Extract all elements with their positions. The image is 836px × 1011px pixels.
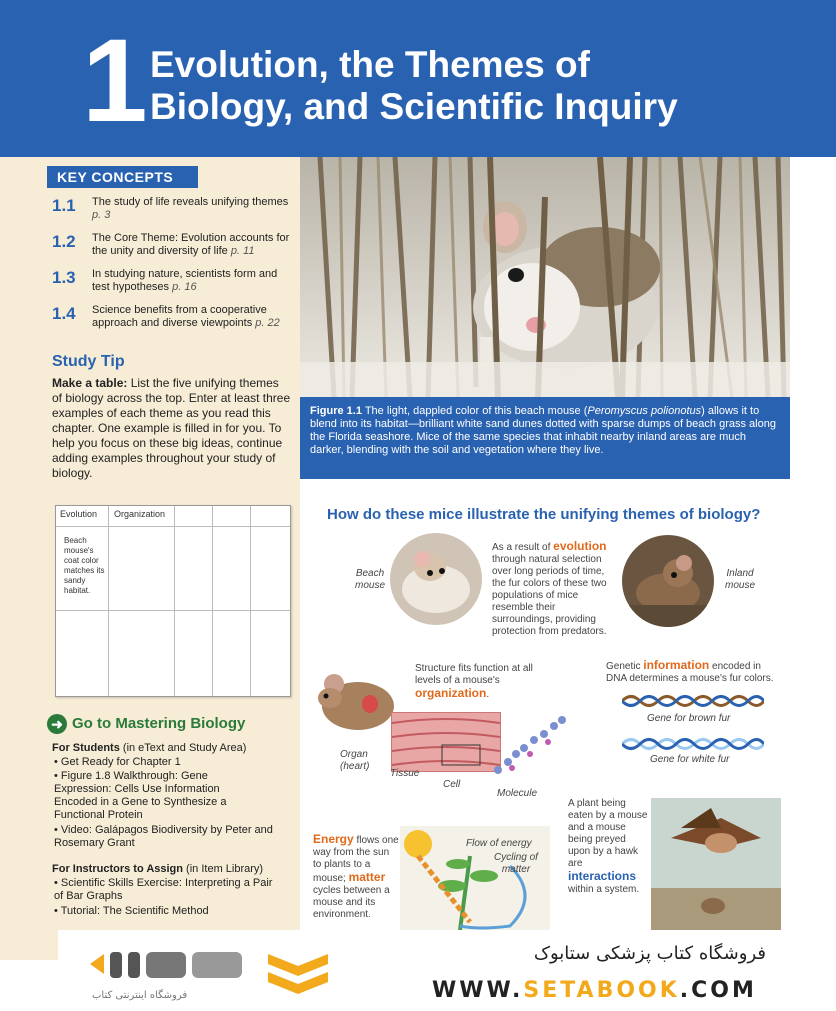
study-tip-text: Make a table: List the five unifying themes of biology across the top. Enter at least three examples of each theme as you read this chapter. One example is filled in for you. To help you focus on these big ideas, continue adding examples throughout your study of biology. (52, 376, 291, 480)
concept-number: 1.2 (52, 232, 76, 251)
organ-label: Organ (heart) (340, 749, 370, 772)
figure-caption: Figure 1.1 The light, dappled color of this beach mouse (Peromyscus polionotus) allows it to blend into its habitat—brilliant white sand dunes dotted with sparse dumps of beach grass along the Florida seashore. Mice of the same species that inhabit nearby inland areas are much darker, blending with the soil and vegetation where they live. (310, 405, 776, 456)
mastering-heading[interactable]: Go to Mastering Biology (72, 715, 246, 732)
setabook-chevron-icon (262, 950, 334, 1006)
inland-mouse-image (622, 535, 714, 627)
tissue-illustration (391, 712, 501, 772)
cell-label: Cell (443, 779, 461, 790)
inland-mouse-label: Inland mouse (724, 568, 755, 591)
tissue-label: Tissue (390, 768, 420, 779)
list-item: • Get Ready for Chapter 1 (54, 756, 181, 768)
table-header-evolution: Evolution (60, 509, 98, 519)
concept-text: The study of life reveals unifying themes p. 3 (92, 196, 289, 221)
table-cell-example: Beach mouse's coat color matches its sandy habitat. (64, 536, 105, 595)
energy-matter-text: Energy flows one way from the sun to plants to a mouse; matter cycles between a mouse and its environment. (313, 832, 399, 920)
setabook-logo-icon (86, 944, 256, 988)
infographic-question: How do these mice illustrate the unifying themes of biology? (327, 506, 761, 523)
arrow-right-icon: ➜ (47, 714, 67, 734)
instructors-label: For Instructors to Assign (in Item Library) (52, 863, 264, 875)
interactions-text: A plant being eaten by a mouse and a mouse being preyed upon by a hawk are interactions within a system. (568, 798, 648, 895)
concept-number: 1.4 (52, 304, 76, 323)
key-concepts-heading: KEY CONCEPTS (47, 166, 198, 188)
cycling-matter-label: Cycling of matter (494, 852, 538, 875)
concept-text: The Core Theme: Evolution accounts for the unity and diversity of life p. 11 (92, 232, 290, 257)
gene-brown-label: Gene for brown fur (647, 713, 731, 724)
chapter-number: 1 (82, 15, 144, 147)
logo-subtitle: فروشگاه اینترنتی کتاب (92, 990, 188, 1001)
molecule-illustration (488, 714, 568, 780)
dna-brown-illustration (622, 692, 764, 710)
gene-white-label: Gene for white fur (650, 754, 730, 765)
concept-number: 1.3 (52, 268, 76, 287)
evolution-text: As a result of evolution through natural selection over long periods of time, the fur colors of these two populations of mice resemble their surroundings, providing protection from predators. (492, 539, 607, 637)
students-label: For Students (in eText and Study Area) (52, 742, 247, 754)
beach-mouse-label: Beach mouse (354, 568, 385, 591)
beach-mouse-image (390, 533, 482, 625)
mouse-illustration (312, 660, 402, 740)
flow-energy-label: Flow of energy (466, 838, 532, 849)
chapter-title: Evolution, the Themes of Biology, and Scientific Inquiry (150, 44, 678, 127)
hawk-illustration (651, 798, 781, 930)
list-item: • Figure 1.8 Walkthrough: Gene Expression: Cells Use Information Encoded in a Gene to Synthesize a Functional Protein (54, 770, 227, 821)
study-tip-table (55, 505, 291, 697)
organization-text: Structure fits function at all levels of a mouse's organization. (415, 663, 533, 700)
concept-number: 1.1 (52, 196, 76, 215)
list-item: • Scientific Skills Exercise: Interpreting a Pair of Bar Graphs (54, 877, 273, 902)
molecule-label: Molecule (497, 788, 538, 799)
store-name: فروشگاه کتاب پزشکی ستابوک (533, 943, 766, 964)
information-text: Genetic information encoded in DNA determines a mouse's fur colors. (606, 658, 774, 684)
beach-mouse-photo (300, 157, 790, 397)
concept-text: In studying nature, scientists form and test hypotheses p. 16 (92, 268, 278, 293)
list-item: • Video: Galápagos Biodiversity by Peter and Rosemary Grant (54, 824, 273, 849)
dna-white-illustration (622, 735, 764, 753)
site-url[interactable]: WWW.SETABOOK.COM (432, 978, 757, 1003)
study-tip-heading: Study Tip (52, 353, 125, 370)
list-item: • Tutorial: The Scientific Method (54, 905, 209, 917)
table-header-organization: Organization (114, 509, 166, 519)
concept-text: Science benefits from a cooperative approach and diverse viewpoints p. 22 (92, 304, 280, 329)
